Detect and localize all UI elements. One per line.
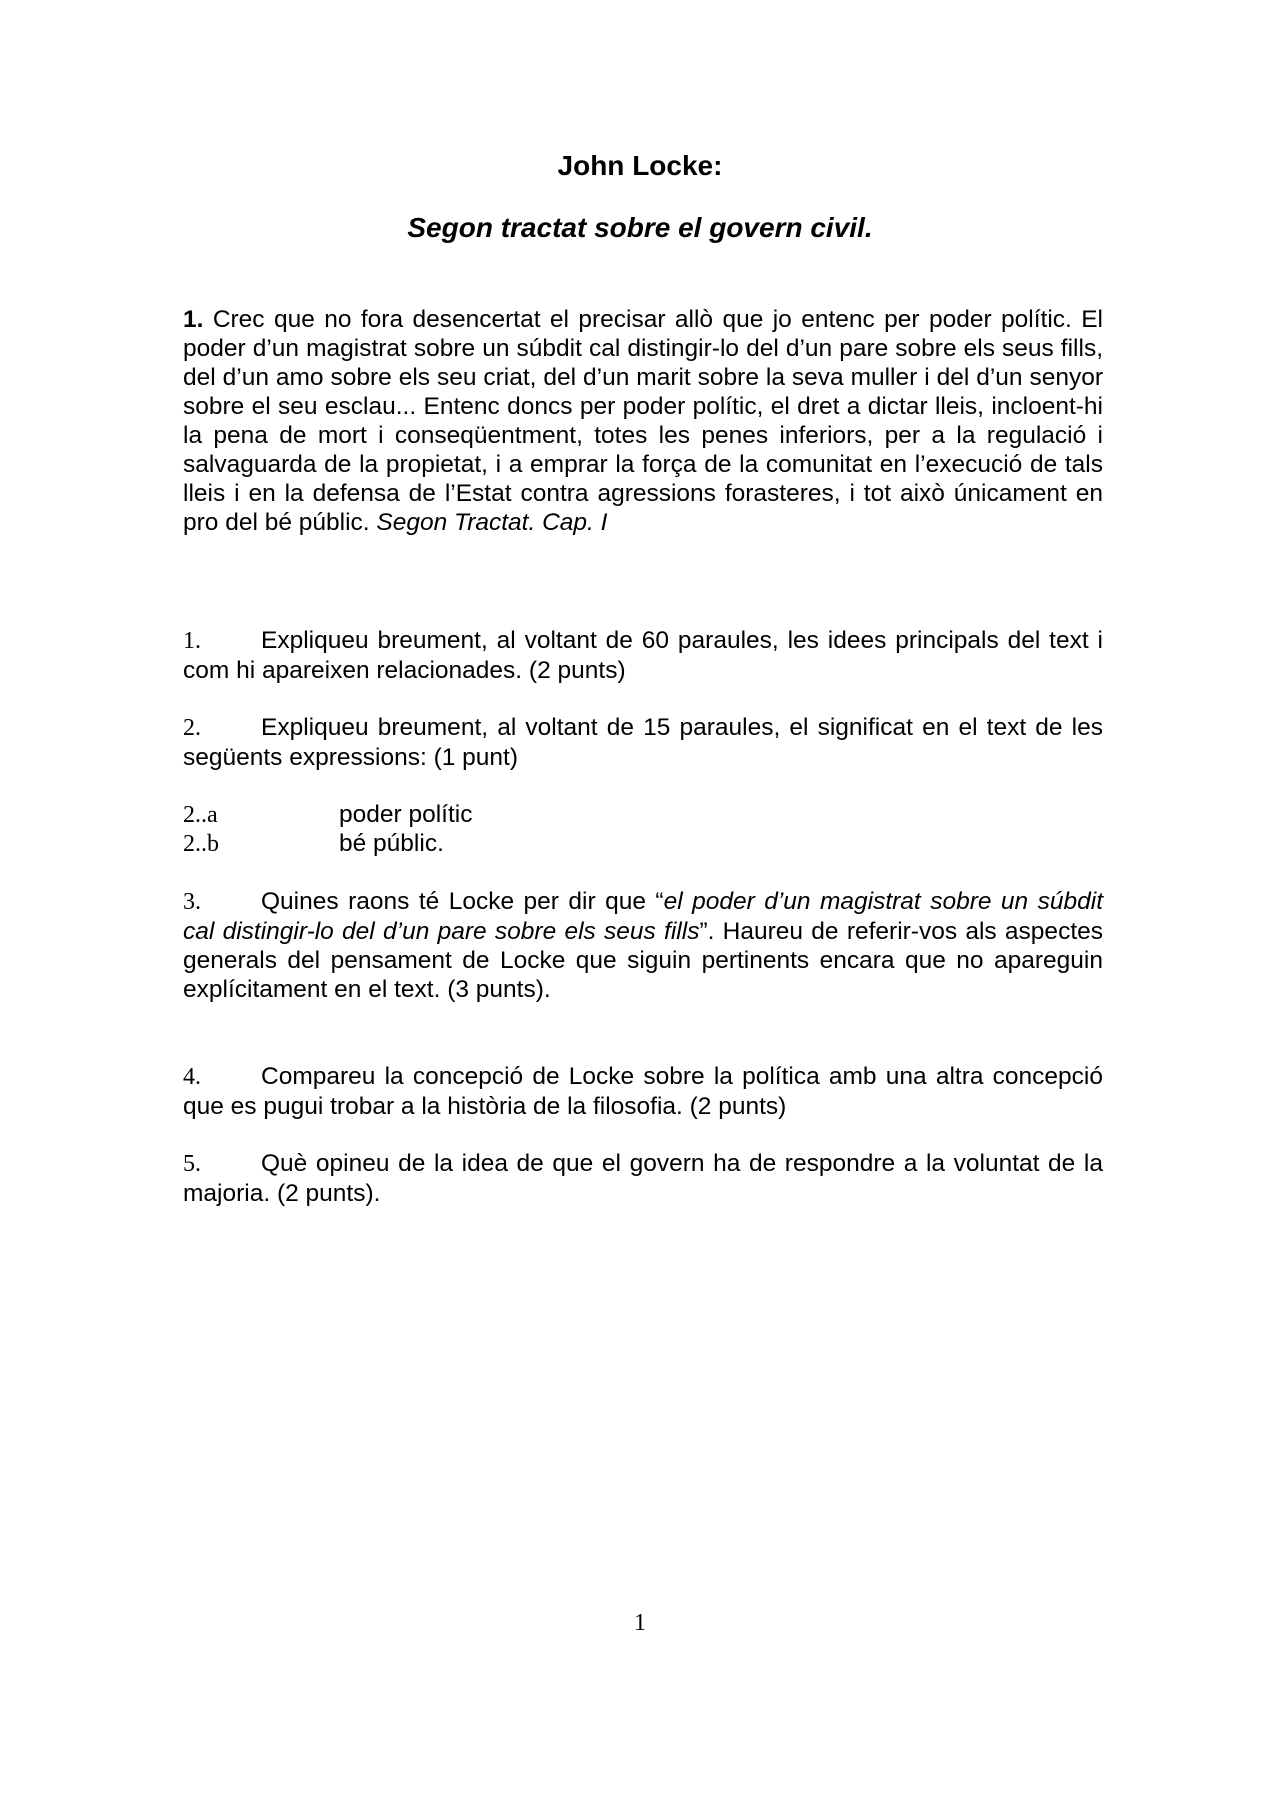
text-citation: Segon Tractat. Cap. I — [376, 509, 608, 536]
question-2 — [183, 713, 1103, 772]
question-lead: Quines raons té Locke per dir que “ — [261, 888, 664, 915]
question-text: Expliqueu breument, al voltant de 60 paraules, les idees principals del text i com hi apareixen relacionades. (2 punts) — [183, 627, 1103, 684]
text-number: 1. — [183, 306, 204, 333]
text-body: Crec que no fora desencertat el precisar allò que jo entenc per poder polític. El poder d’un magistrat sobre un súbdit cal distingir-lo del d’un pare sobre els seus fills, del d’un amo sobre els seu criat, del d’un marit sobre la seva muller i del d’un senyor sobre el seu esclau... Entenc doncs per poder polític, el dret a dictar lleis, incloent-hi la pena de mort i conseqüentment, totes les penes inferiors, per a la regulació i salvaguarda de la propietat, i a emprar la força de la comunitat en l’execució de tals lleis i en la defensa de l’Estat contra agressions forasteres, i tot això únicament en pro del bé públic. — [183, 306, 1103, 536]
question-number: 5. — [183, 1151, 201, 1177]
question-number: 4. — [183, 1064, 201, 1090]
question-2a — [183, 800, 472, 830]
question-number: 2. — [183, 715, 201, 741]
work-title: Segon tractat sobre el govern civil. — [407, 212, 873, 243]
question-quote: el poder d’un magistrat sobre un súbdit cal distingir-lo del d’un pare sobre els seus fills — [183, 888, 1104, 945]
question-5 — [183, 1149, 1103, 1208]
author-heading: John Locke: — [557, 150, 723, 181]
subquestion-label: 2..a — [183, 802, 218, 828]
source-text — [183, 305, 1103, 537]
question-number: 3. — [183, 889, 201, 915]
question-tail: ”. Haureu de referir-vos als aspectes generals del pensament de Locke que siguin pertinents encara que no apareguin explícitament en el text. (3 punts). — [183, 918, 1103, 1003]
subquestion-text: bé públic. — [339, 830, 444, 857]
subquestion-label: 2..b — [183, 831, 219, 857]
question-text: Expliqueu breument, al voltant de 15 paraules, el significat en el text de les següents expressions: (1 punt) — [183, 714, 1103, 771]
question-3 — [183, 887, 1103, 1004]
question-2b — [183, 829, 444, 859]
question-1 — [183, 626, 1103, 685]
question-4 — [183, 1062, 1103, 1121]
question-text: Què opineu de la idea de que el govern ha de respondre a la voluntat de la majoria. (2 punts). — [183, 1150, 1103, 1207]
question-number: 1. — [183, 628, 201, 654]
question-text: Compareu la concepció de Locke sobre la política amb una altra concepció que es pugui trobar a la història de la filosofia. (2 punts) — [183, 1063, 1103, 1120]
page-number: 1 — [634, 1610, 646, 1636]
subquestion-text: poder polític — [339, 801, 473, 828]
